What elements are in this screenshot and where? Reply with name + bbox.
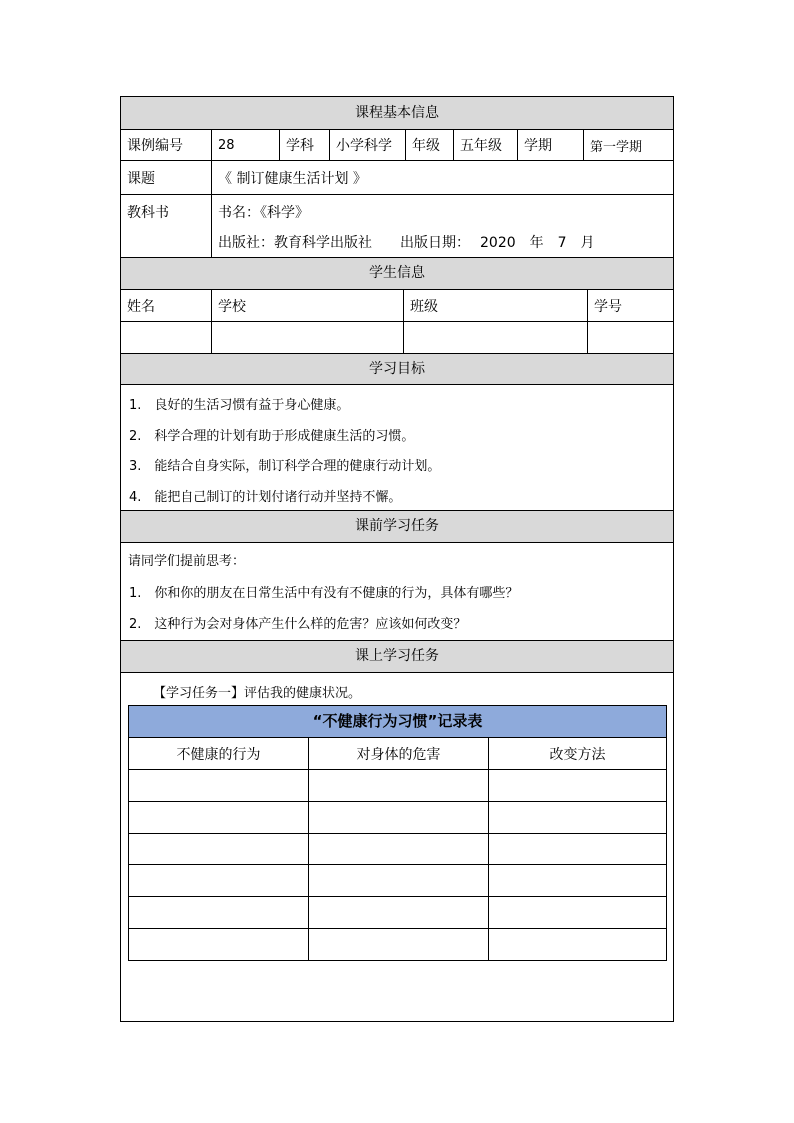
publisher: 出版社：教育科学出版社 [218, 235, 372, 251]
record-table [128, 705, 667, 961]
table-cell [309, 802, 489, 833]
table-cell [129, 770, 309, 801]
student-value-row [121, 322, 673, 354]
pub-date: 2020 年 7 月 [480, 235, 595, 251]
lesson-sheet [120, 96, 674, 1022]
table-row [129, 770, 666, 802]
class-tasks-header: 课上学习任务 [121, 641, 673, 673]
name-label: 姓名 [121, 290, 212, 321]
column-header: 对身体的危害 [309, 738, 489, 769]
school-value [212, 322, 404, 353]
column-header: 改变方法 [549, 746, 606, 763]
goal-item: 2. 科学合理的计划有助于形成健康生活的习惯。 [129, 429, 415, 444]
table-cell [309, 770, 489, 801]
textbook-label: 教科书 [121, 195, 212, 257]
term-value: 第一学期 [590, 139, 643, 155]
table-cell [129, 834, 309, 864]
basic-info-row [121, 130, 673, 161]
grade-label: 年级 [406, 130, 454, 160]
table-cell [309, 897, 489, 928]
class-label: 班级 [404, 290, 588, 321]
grade-value: 五年级 [454, 130, 518, 160]
topic-label: 课题 [121, 161, 212, 194]
goals-header: 学习目标 [121, 354, 673, 385]
lesson-no-label: 课例编号 [121, 130, 212, 160]
table-row [129, 929, 666, 960]
textbook-row [121, 195, 673, 258]
student-id-label: 学号 [594, 298, 622, 315]
table-cell [309, 929, 489, 960]
table-cell [489, 770, 666, 801]
subject-label: 学科 [280, 130, 330, 160]
table-cell [129, 802, 309, 833]
table-row [129, 802, 666, 834]
pre-task-item: 1. 你和你的朋友在日常生活中有没有不健康的行为，具体有哪些？ [129, 586, 519, 601]
table-cell [489, 865, 666, 896]
student-label-row [121, 290, 673, 322]
topic-row [121, 161, 673, 195]
pre-tasks-header: 课前学习任务 [121, 511, 673, 543]
textbook-info [212, 195, 673, 257]
subject-value: 小学科学 [330, 130, 406, 160]
school-label: 学校 [212, 290, 404, 321]
pre-tasks-body [121, 543, 673, 641]
topic-value: 《 制订健康生活计划 》 [218, 170, 367, 187]
name-value [121, 322, 212, 353]
student-id-value [588, 322, 673, 353]
table-cell [129, 929, 309, 960]
table-cell [489, 802, 666, 833]
pre-tasks-intro: 请同学们提前思考： [128, 554, 246, 569]
record-table-title: “不健康行为习惯”记录表 [129, 706, 666, 738]
goal-item: 1. 良好的生活习惯有益于身心健康。 [129, 398, 350, 413]
basic-info-header: 课程基本信息 [121, 97, 673, 130]
record-table-header-row [129, 738, 666, 770]
column-header: 不健康的行为 [129, 738, 309, 769]
table-row [129, 834, 666, 865]
book-name: 书名：《科学》 [218, 205, 309, 221]
table-cell [489, 834, 666, 864]
table-cell [129, 865, 309, 896]
lesson-no-value: 28 [212, 130, 280, 160]
task1-text: 【学习任务一】评估我的健康状况。 [153, 686, 362, 701]
table-cell [129, 897, 309, 928]
goals-body [121, 385, 673, 511]
class-value [404, 322, 588, 353]
table-cell [309, 834, 489, 864]
pub-date-label: 出版日期： [400, 235, 470, 251]
table-cell [489, 929, 666, 960]
goal-item: 4. 能把自己制订的计划付诸行动并坚持不懈。 [129, 490, 402, 505]
table-row [129, 897, 666, 929]
table-cell [489, 897, 666, 928]
table-cell [309, 865, 489, 896]
goal-item: 3. 能结合自身实际，制订科学合理的健康行动计划。 [129, 459, 441, 474]
pre-task-item: 2. 这种行为会对身体产生什么样的危害？应该如何改变？ [129, 617, 467, 632]
table-row [129, 865, 666, 897]
student-info-header: 学生信息 [121, 258, 673, 290]
term-label: 学期 [518, 130, 584, 160]
